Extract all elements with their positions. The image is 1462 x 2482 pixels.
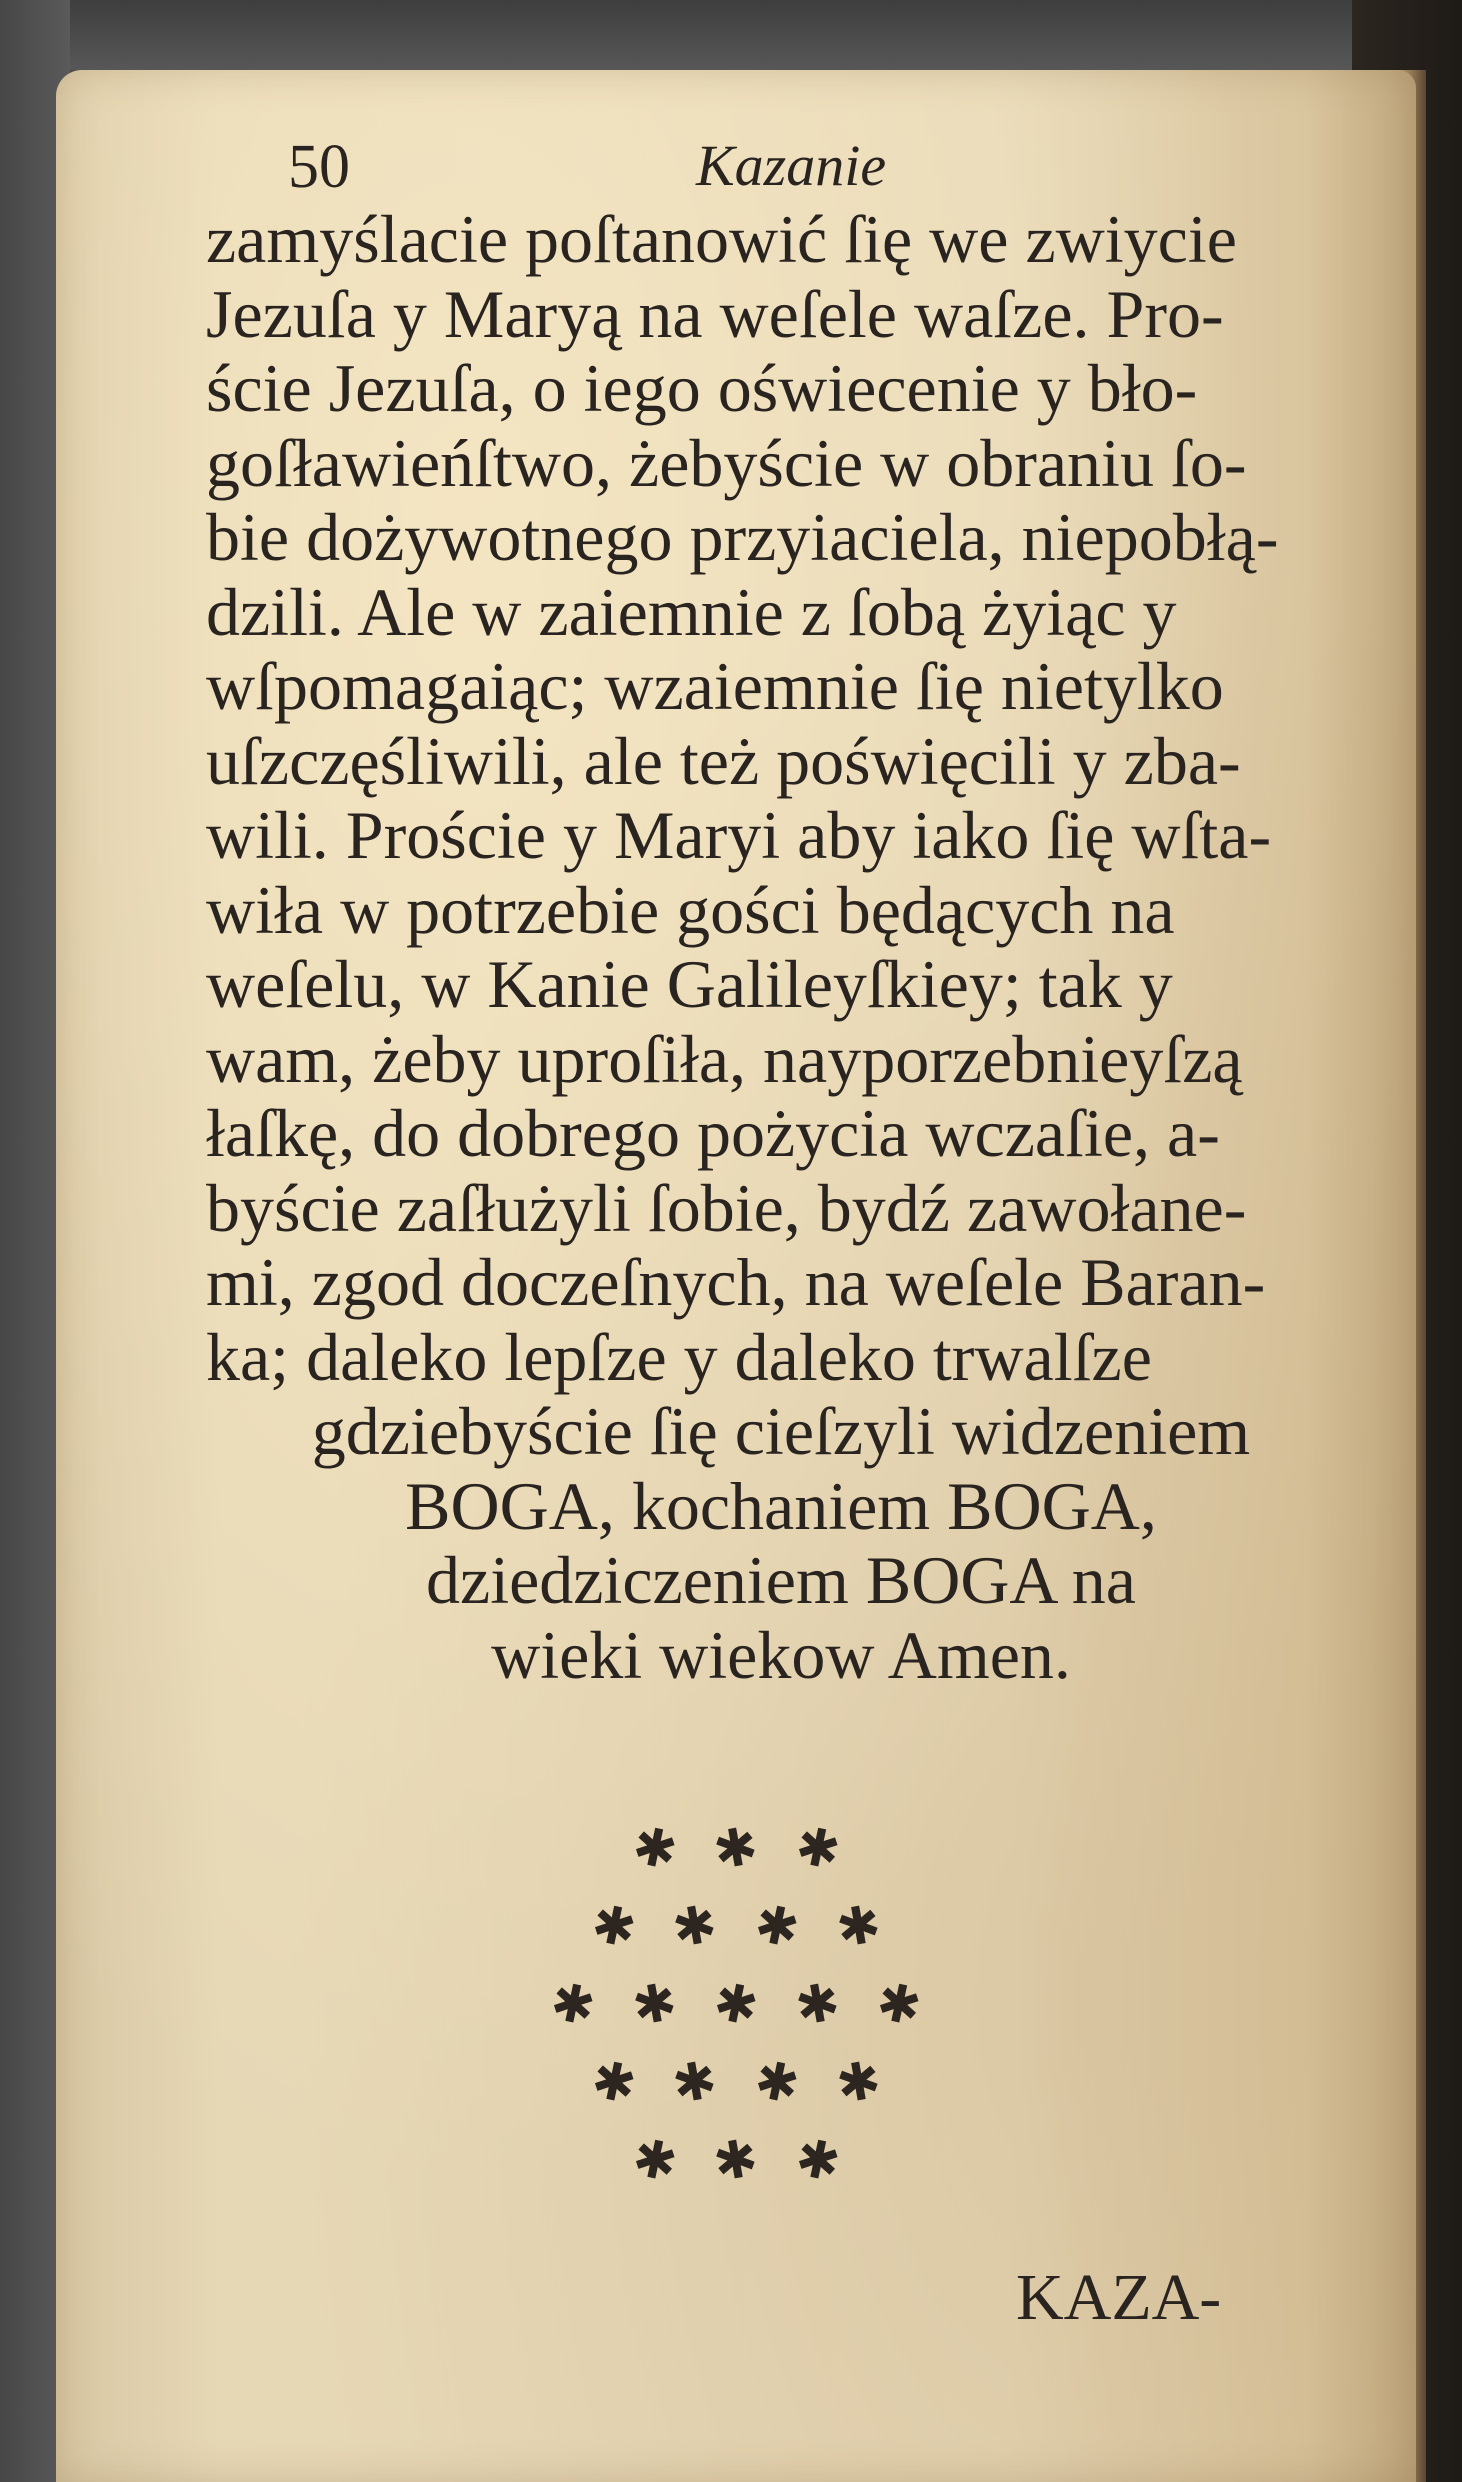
- fleuron-icon: ✱: [790, 2127, 846, 2195]
- fleuron-icon: ✱: [626, 2127, 682, 2195]
- fleuron-icon: ✱: [749, 1893, 805, 1961]
- ornament-row: [56, 2122, 1416, 2200]
- fleuron-icon: ✱: [708, 1971, 764, 2039]
- text-line: zamyślacie poſtanowić ſię we zwiycie: [206, 201, 1237, 277]
- fleuron-icon: ✱: [790, 1815, 846, 1883]
- fleuron-icon: ✱: [545, 1971, 601, 2039]
- printers-ornament: [56, 1810, 1416, 2200]
- closing-line: dziedziczeniem BOGA na: [426, 1542, 1136, 1618]
- fleuron-icon: ✱: [871, 1971, 927, 2039]
- fleuron-icon: ✱: [831, 2049, 886, 2117]
- text-line: byście zaſłużyli ſobie, bydź zawołane-: [206, 1169, 1247, 1246]
- book-page: [56, 70, 1416, 2482]
- text-line: wſpomagaiąc; wzaiemnie ſię nietylko: [206, 648, 1224, 724]
- closing-line: wieki wiekow Amen.: [491, 1616, 1071, 1693]
- text-line: bie dożywotnego przyiaciela, niepobłą-: [206, 499, 1279, 575]
- closing-line: gdziebyście ſię cieſzyli widzeniem: [311, 1393, 1251, 1469]
- fleuron-icon: ✱: [627, 1971, 682, 2039]
- ornament-row: [56, 1888, 1416, 1966]
- closing-line: BOGA, kochaniem BOGA,: [405, 1467, 1157, 1544]
- fleuron-icon: ✱: [668, 1893, 722, 1961]
- fleuron-icon: ✱: [749, 2049, 805, 2117]
- page-number: 50: [288, 133, 350, 201]
- ornament-row: [56, 1966, 1416, 2044]
- fleuron-icon: ✱: [831, 1893, 886, 1961]
- ornament-row: [56, 1810, 1416, 1888]
- text-line: mi, zgod doczeſnych, na weſele Baran-: [206, 1244, 1266, 1320]
- running-title: Kazanie: [696, 133, 887, 198]
- fleuron-icon: ✱: [586, 2049, 642, 2117]
- fleuron-icon: ✱: [709, 1815, 763, 1883]
- ornament-row: [56, 2044, 1416, 2122]
- text-line: wam, żeby uproſiła, nayporzebnieyſzą: [206, 1020, 1243, 1097]
- text-line: Jezuſa y Maryą na weſele waſze. Pro-: [206, 275, 1224, 352]
- page-header: [56, 122, 1416, 212]
- sermon-text: [206, 202, 1356, 1692]
- catchword: KAZA-: [1016, 2261, 1222, 2334]
- fleuron-icon: ✱: [586, 1893, 642, 1961]
- scan-background-top: [0, 0, 1462, 70]
- text-line: ka; daleko lepſze y daleko trwalſze: [206, 1318, 1152, 1395]
- text-line: uſzczęśliwili, ale też poświęcili y zba-: [206, 722, 1241, 799]
- text-line: goſławieńſtwo, żebyście w obraniu ſo-: [206, 424, 1247, 501]
- text-line: łaſkę, do dobrego pożycia wczaſie, a-: [206, 1095, 1220, 1171]
- text-line: dzili. Ale w zaiemnie z ſobą żyiąc y: [206, 573, 1177, 650]
- text-line: weſelu, w Kanie Galileyſkiey; tak y: [206, 946, 1173, 1022]
- fleuron-icon: ✱: [790, 1971, 845, 2039]
- text-line: wiła w potrzebie gości będących na: [206, 871, 1175, 948]
- fleuron-icon: ✱: [709, 2127, 763, 2195]
- text-line: wili. Proście y Maryi aby iako ſię wſta-: [206, 797, 1272, 873]
- fleuron-icon: ✱: [668, 2049, 722, 2117]
- text-line: ście Jezuſa, o iego oświecenie y bło-: [206, 350, 1198, 426]
- fleuron-icon: ✱: [626, 1815, 682, 1883]
